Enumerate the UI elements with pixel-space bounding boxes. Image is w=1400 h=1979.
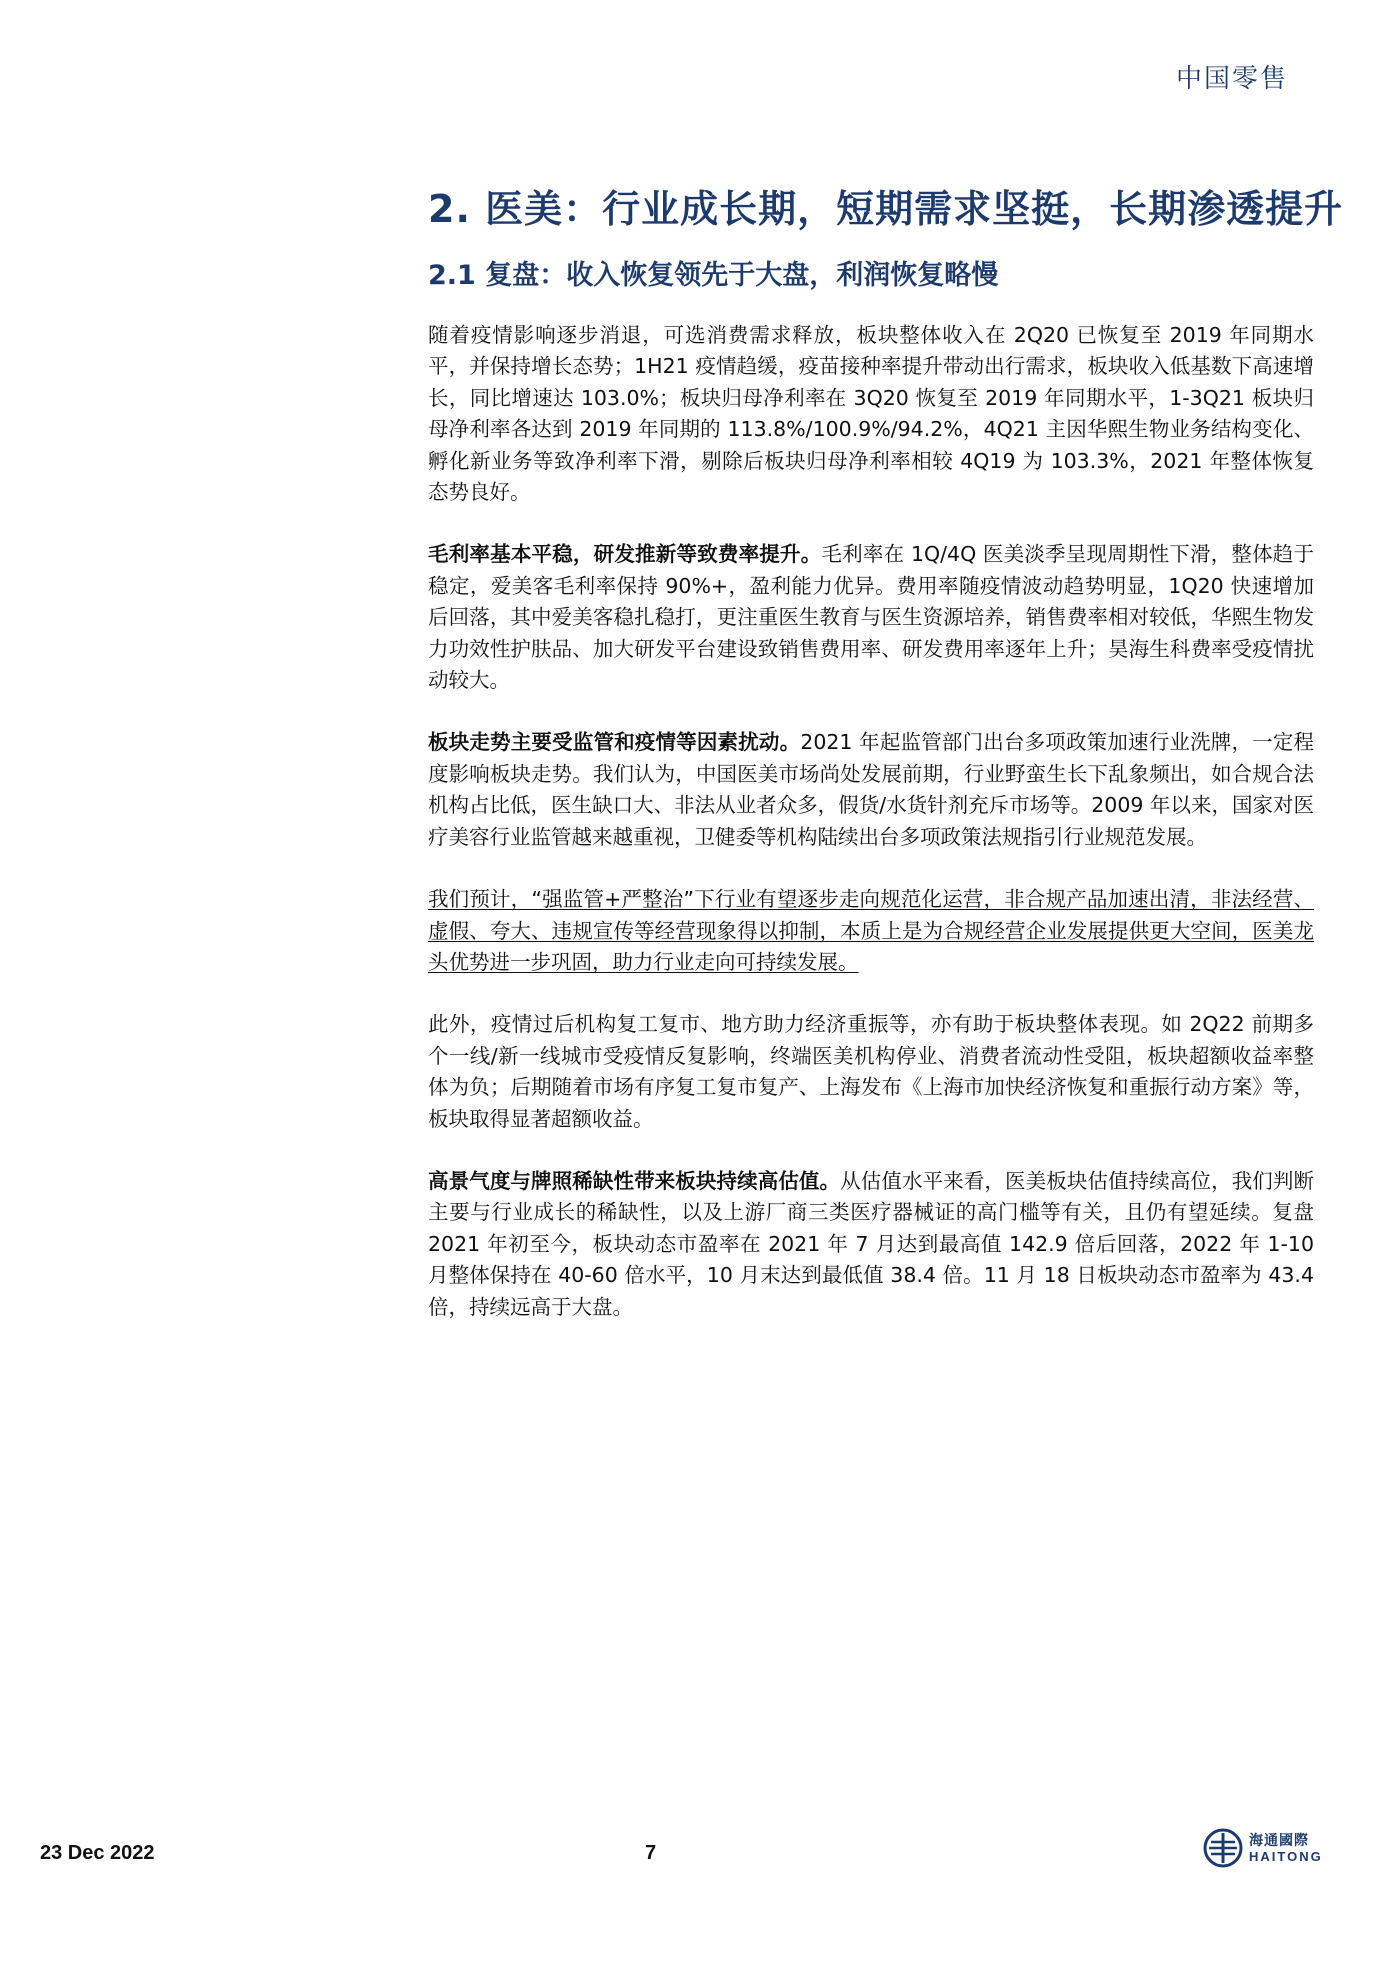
paragraph-pandemic: [428, 1009, 1314, 1135]
paragraph-valuation: [428, 1166, 1314, 1323]
paragraph-recovery: [428, 320, 1314, 508]
paragraph-outlook: [428, 884, 1314, 978]
paragraph-regulation: [428, 727, 1314, 853]
footer-date: 23 Dec 2022: [40, 1842, 155, 1864]
paragraph-margin: [428, 539, 1314, 696]
paragraph-lead: 板块走势主要受监管和疫情等因素扰动。: [428, 730, 801, 755]
paragraph-text: 我们预计，“强监管+严整治”下行业有望逐步走向规范化运营，非合规产品加速出清，非法经营、虚假、夸大、违规宣传等经营现象得以抑制，本质上是为合规经营企业发展提供更大空间，医美龙头优势进一步巩固，助力行业走向可持续发展。: [428, 887, 1314, 974]
logo-text-en: HAITONG: [1249, 1849, 1323, 1864]
paragraph-lead: 高景气度与牌照稀缺性带来板块持续高估值。: [428, 1168, 841, 1193]
page-number: 7: [645, 1842, 657, 1864]
report-header-tag: 中国零售: [1175, 64, 1288, 94]
paragraph-text: 此外，疫情过后机构复工复市、地方助力经济重振等，亦有助于板块整体表现。如 2Q22 前期多个一线/新一线城市受疫情反复影响，终端医美机构停业、消费者流动性受阻，板块超额收益率整体为负；后期随着市场有序复工复市复产、上海发布《上海市加快经济恢复和重振行动方案》等，板块取得显著超额收益。: [428, 1012, 1314, 1131]
subsection-heading: 2.1 复盘：收入恢复领先于大盘，利润恢复略慢: [428, 260, 999, 291]
haitong-logo: [1203, 1826, 1323, 1878]
paragraph-text: 毛利率在 1Q/4Q 医美淡季呈现周期性下滑，整体趋于稳定，爱美客毛利率保持 90%+，盈利能力优异。费用率随疫情波动趋势明显，1Q20 快速增加后回落，其中爱美客稳扎稳打，更注重医生教育与医生资源培养，销售费率相对较低，华熙生物发力功效性护肤品、加大研发平台建设致销售费用率、研发费用率逐年上升；昊海生科费率受疫情扰动较大。: [428, 542, 1315, 693]
section-heading: 2. 医美：行业成长期，短期需求坚挺，长期渗透提升: [428, 187, 1344, 231]
main-content: [428, 178, 1344, 1354]
paragraph-text: 从估值水平来看，医美板块估值持续高位，我们判断主要与行业成长的稀缺性，以及上游厂商三类医疗器械证的高门槛等有关，且仍有望延续。复盘 2021 年初至今，板块动态市盈率在 2021 年 7 月达到最高值 142.9 倍后回落，2022 年 1-10 月整体保持在 40-60 倍水平，10 月末达到最低值 38.4 倍。11 月 18 日板块动态市盈率为 43.4 倍，持续远高于大盘。: [428, 1168, 1315, 1319]
haitong-emblem-icon: [1203, 1828, 1243, 1868]
logo-text-cn: 海通國際: [1249, 1833, 1309, 1849]
paragraph-text: 随着疫情影响逐步消退，可选消费需求释放，板块整体收入在 2Q20 已恢复至 2019 年同期水平，并保持增长态势；1H21 疫情趋缓，疫苗接种率提升带动出行需求，板块收入低基数下高速增长，同比增速达 103.0%；板块归母净利率在 3Q20 恢复至 2019 年同期水平，1-3Q21 板块归母净利率各达到 2019 年同期的 113.8%/100.9%/94.2%，4Q21 主因华熙生物业务结构变化、孵化新业务等致净利率下滑，剔除后板块归母净利率相较 4Q19 为 103.3%，2021 年整体恢复态势良好。: [428, 323, 1314, 505]
paragraph-text: 2021 年起监管部门出台多项政策加速行业洗牌，一定程度影响板块走势。我们认为，中国医美市场尚处发展前期，行业野蛮生长下乱象频出，如合规合法机构占比低，医生缺口大、非法从业者众多，假货/水货针剂充斥市场等。2009 年以来，国家对医疗美容行业监管越来越重视，卫健委等机构陆续出台多项政策法规指引行业规范发展。: [428, 730, 1315, 849]
paragraph-lead: 毛利率基本平稳，研发推新等致费率提升。: [428, 542, 822, 567]
